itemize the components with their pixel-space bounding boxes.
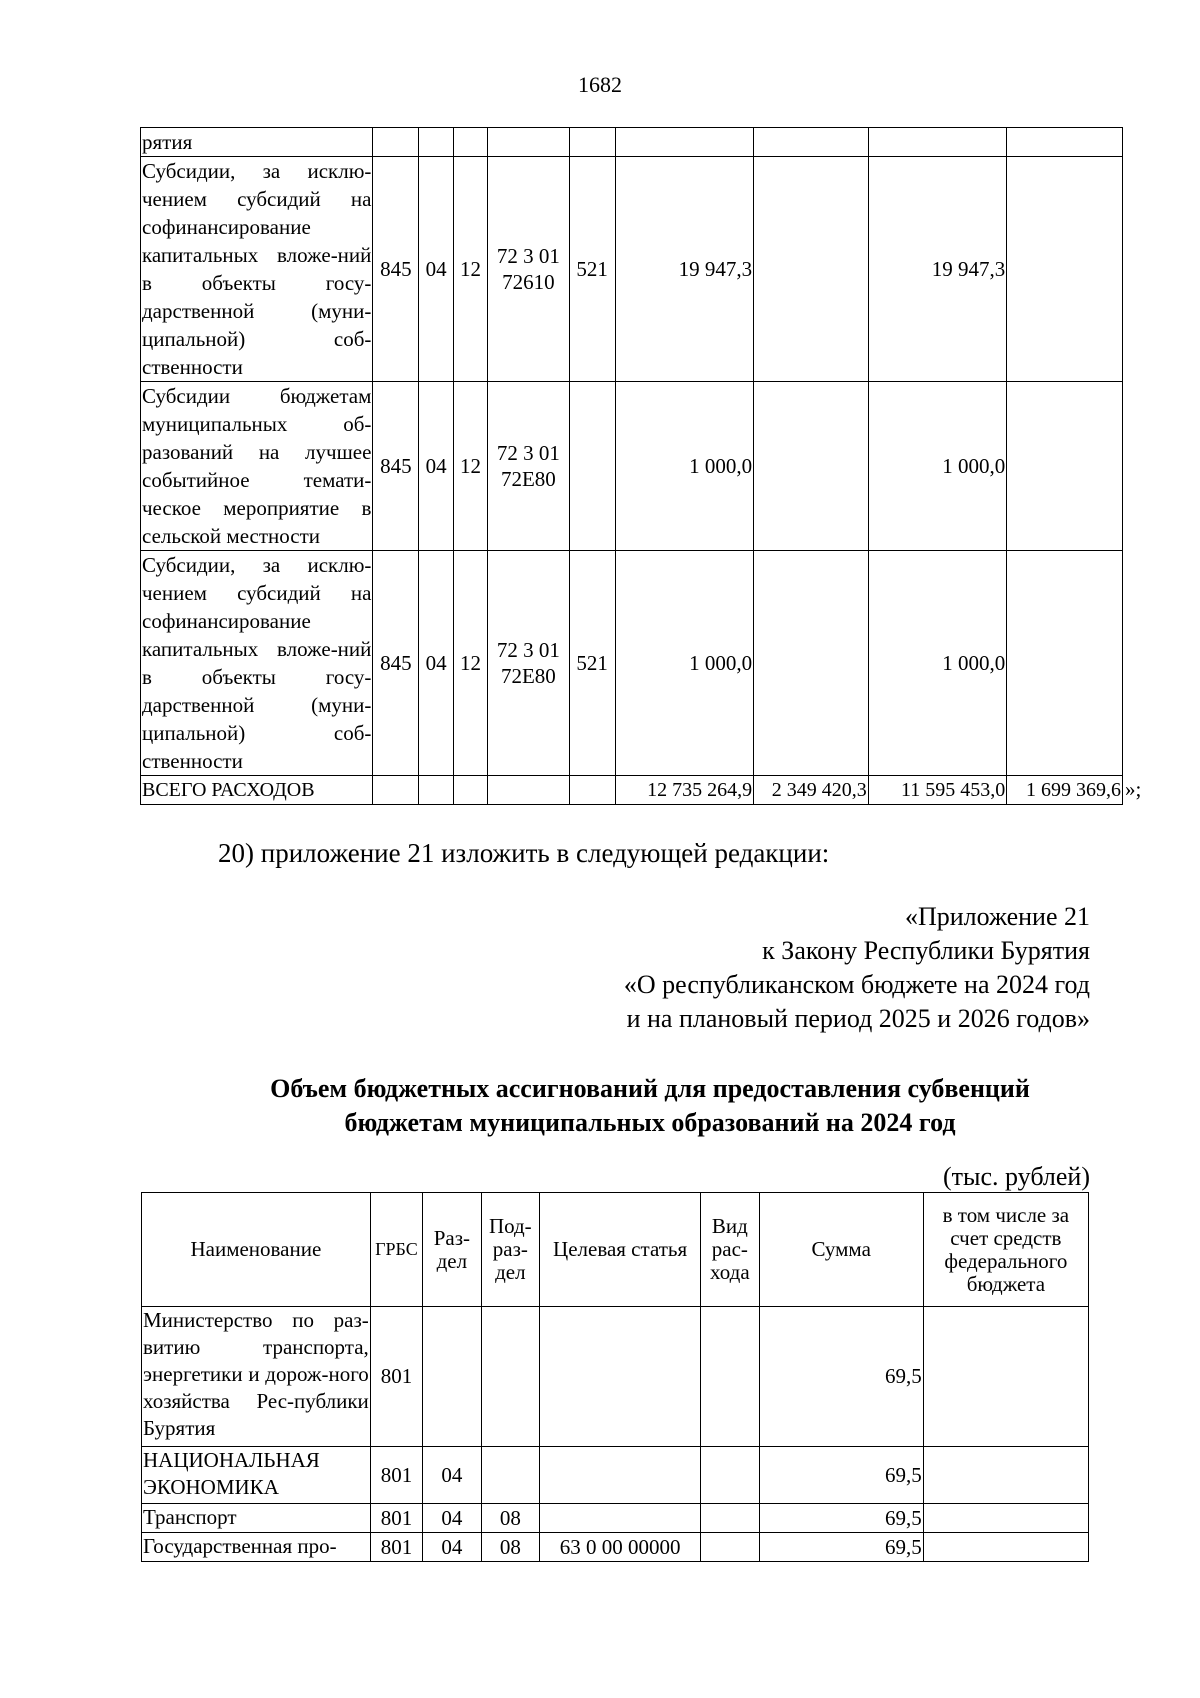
amount-total-cell: 12 735 264,9 [615,776,754,805]
target-article-line1: 72 3 01 [496,638,560,662]
amount-col3-cell: 11 595 453,0 [868,776,1007,805]
target-article-line1: 72 3 01 [496,244,560,268]
table-row [141,551,1123,776]
table-row [141,157,1123,382]
annex-line: к Закону Республики Бурятия [762,936,1090,965]
expenditure-table-continuation [140,127,1123,805]
row-name: НАЦИОНАЛЬНАЯ ЭКОНОМИКА [142,1447,371,1504]
amendment-paragraph: 20) приложение 21 изложить в следующей редакции: [218,838,830,868]
amount-col3-cell: 19 947,3 [868,157,1007,382]
header-sum: Сумма [759,1193,923,1307]
header-target-article: Целевая статья [540,1193,701,1307]
expense-type-cell [701,1504,759,1533]
table-row [141,128,1123,157]
amount-total-cell: 1 000,0 [615,382,754,551]
amount-col2-cell [754,157,869,382]
closing-quote-suffix: »; [1125,777,1142,801]
expense-type-cell [569,776,615,805]
amount-col4-cell [1007,128,1123,157]
amount-col2-cell [754,128,869,157]
expense-type-cell: 521 [569,157,615,382]
grbs-cell: 845 [373,382,419,551]
row-name: Министерство по раз-витию транспорта, энергетики и дорож-ного хозяйства Рес-публики Бурятия [142,1307,371,1447]
sum-cell: 69,5 [759,1504,923,1533]
target-article-cell [487,776,569,805]
razdel-cell: 04 [423,1504,481,1533]
podrazdel-cell [481,1447,539,1504]
grbs-cell: 845 [373,551,419,776]
table-row [142,1307,1089,1447]
target-article-cell [540,1447,701,1504]
grbs-cell [373,128,419,157]
target-article-line2: 72Е80 [500,467,556,491]
header-name: Наименование [142,1193,371,1307]
amount-col2-cell [754,382,869,551]
page-number: 1682 [578,72,622,97]
target-article-cell [487,382,569,551]
razdel-cell: 04 [419,157,454,382]
target-article-line1: 72 3 01 [496,441,560,465]
target-article-cell [540,1504,701,1533]
amount-col4-cell: 1 699 369,6 [1007,776,1123,805]
row-name: Субсидии, за исклю-чением субсидий на софинансирование капитальных вложе-ний в объекты госу-дарственной (муни-ципальной) соб-ственности [141,157,373,382]
units-label: (тыс. рублей) [942,1162,1090,1191]
row-name: Субсидии бюджетам муниципальных об-разований на лучшее событийное темати-ческое мероприятие в сельской местности [141,382,373,551]
amount-col4-cell [1007,551,1123,776]
row-name: ВСЕГО РАСХОДОВ [141,776,373,805]
razdel-cell: 04 [423,1447,481,1504]
expense-type-cell [701,1533,759,1562]
amount-total-cell: 1 000,0 [615,551,754,776]
title-line: бюджетам муниципальных образований на 2024 год [344,1108,956,1137]
podrazdel-cell: 12 [454,157,488,382]
total-row [141,776,1123,805]
expense-type-cell [569,128,615,157]
subventions-table [141,1192,1089,1562]
amount-col2-cell [754,551,869,776]
grbs-cell: 801 [370,1504,422,1533]
target-article-line2: 72610 [502,270,555,294]
header-grbs: ГРБС [370,1193,422,1307]
amount-col4-cell [1007,382,1123,551]
grbs-cell: 801 [370,1533,422,1562]
grbs-cell: 801 [370,1447,422,1504]
podrazdel-cell [454,128,488,157]
title-line: Объем бюджетных ассигнований для предоставления субвенций [270,1074,1030,1103]
razdel-cell: 04 [419,551,454,776]
target-article-cell [487,551,569,776]
grbs-cell: 845 [373,157,419,382]
expense-type-cell [701,1447,759,1504]
header-razdel: Раз-дел [423,1193,481,1307]
annex-line: «Приложение 21 [904,902,1090,931]
federal-cell [923,1533,1088,1562]
document-title [0,1072,1200,1140]
razdel-cell [419,776,454,805]
podrazdel-cell: 08 [481,1504,539,1533]
podrazdel-cell [454,776,488,805]
sum-cell: 69,5 [759,1307,923,1447]
table-row [142,1504,1089,1533]
target-article-cell [487,157,569,382]
razdel-cell [419,128,454,157]
federal-cell [923,1307,1088,1447]
row-name: Транспорт [142,1504,371,1533]
federal-cell [923,1504,1088,1533]
expense-type-cell [701,1307,759,1447]
row-name: Субсидии, за исклю-чением субсидий на софинансирование капитальных вложе-ний в объекты госу-дарственной (муни-ципальной) соб-ственности [141,551,373,776]
podrazdel-cell: 12 [454,382,488,551]
row-name: рятия [141,128,373,157]
annex-line: «О республиканском бюджете на 2024 год [623,970,1090,999]
amount-col3-cell: 1 000,0 [868,382,1007,551]
federal-cell [923,1447,1088,1504]
amount-col2-cell: 2 349 420,3 [754,776,869,805]
target-article-cell [540,1307,701,1447]
row-name: Государственная про- [142,1533,371,1562]
amount-col4-cell [1007,157,1123,382]
razdel-cell: 04 [423,1533,481,1562]
amount-total-cell [615,128,754,157]
table-row [142,1533,1089,1562]
table-header-row [142,1193,1089,1307]
amount-col3-cell [868,128,1007,157]
expense-type-cell [569,382,615,551]
header-federal: в том числе за счет средств федерального бюджета [923,1193,1088,1307]
grbs-cell [373,776,419,805]
target-article-cell [487,128,569,157]
target-article-cell: 63 0 00 00000 [540,1533,701,1562]
table-row [142,1447,1089,1504]
header-expense-type: Вид рас-хода [701,1193,759,1307]
podrazdel-cell: 12 [454,551,488,776]
target-article-line2: 72Е80 [500,664,556,688]
expense-type-cell: 521 [569,551,615,776]
header-podrazdel: Под-раз-дел [481,1193,539,1307]
annex-line: и на плановый период 2025 и 2026 годов» [626,1004,1090,1033]
razdel-cell [423,1307,481,1447]
podrazdel-cell [481,1307,539,1447]
sum-cell: 69,5 [759,1447,923,1504]
razdel-cell: 04 [419,382,454,551]
grbs-cell: 801 [370,1307,422,1447]
amount-col3-cell: 1 000,0 [868,551,1007,776]
amount-total-cell: 19 947,3 [615,157,754,382]
table-row [141,382,1123,551]
annex-heading [390,900,1090,1036]
podrazdel-cell: 08 [481,1533,539,1562]
sum-cell: 69,5 [759,1533,923,1562]
